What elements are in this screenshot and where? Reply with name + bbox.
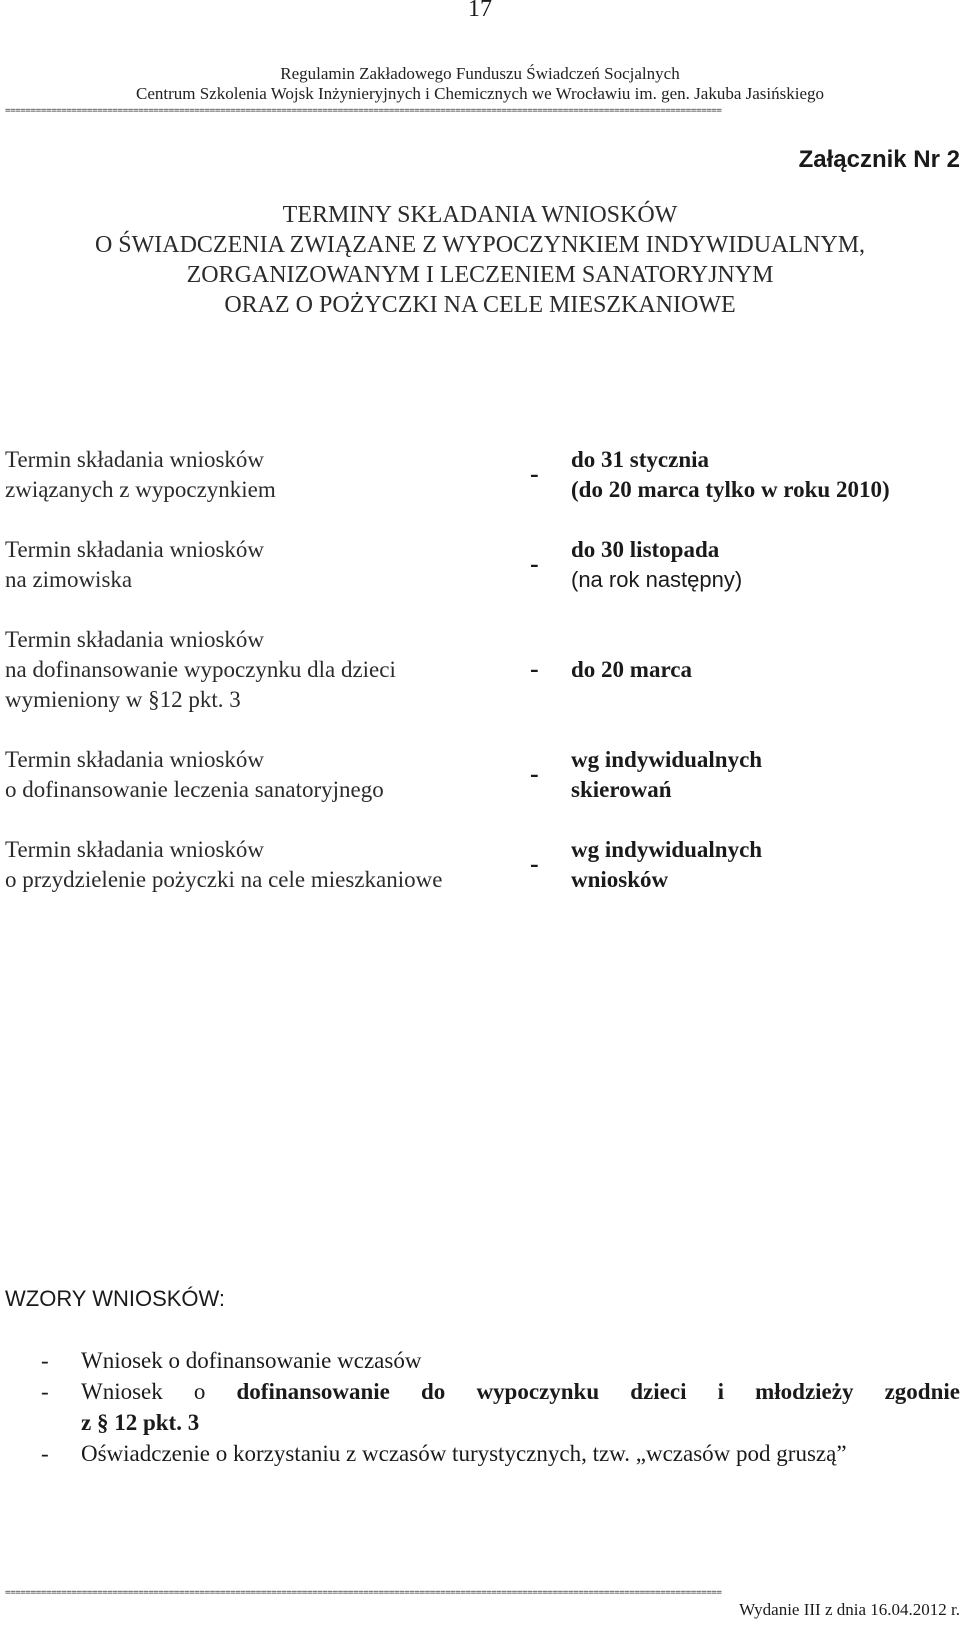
- term-dash: -: [530, 849, 539, 878]
- title-line-4: ORAZ O POŻYCZKI NA CELE MIESZKANIOWE: [224, 292, 736, 318]
- term-label: Termin składania wniosków o dofinansowanie leczenia sanatoryjnego: [5, 747, 384, 802]
- term-dash: -: [530, 549, 539, 578]
- term-value: do 31 stycznia (do 20 marca tylko w roku 2010): [571, 447, 890, 502]
- title-line-2: O ŚWIADCZENIA ZWIĄZANE Z WYPOCZYNKIEM INDYWIDUALNYM,: [94, 232, 866, 258]
- header-regulation-title: Regulamin Zakładowego Funduszu Świadczeń Socjalnych: [280, 64, 680, 83]
- attachment-label: Załącznik Nr 2: [798, 146, 960, 173]
- title-line-3: ZORGANIZOWANYM I LECZENIEM SANATORYJNYM: [186, 262, 774, 288]
- footer-rule: ============================================================================================================================================: [5, 1589, 722, 1598]
- templates-heading: WZORY WNIOSKÓW:: [5, 1286, 226, 1311]
- term-label: Termin składania wniosków związanych z wypoczynkiem: [5, 447, 276, 502]
- edition-date: Wydanie III z dnia 16.04.2012 r.: [739, 1600, 960, 1619]
- term-label: Termin składania wniosków na zimowiska: [5, 537, 265, 592]
- template-item: - Wniosek o dofinansowanie do wypoczynku dzieci i młodzieży zgodnie z § 12 pkt. 3: [41, 1379, 960, 1435]
- term-value: wg indywidualnych skierowań: [571, 747, 763, 802]
- header-institution-name: Centrum Szkolenia Wojsk Inżynieryjnych i Chemicznych we Wrocławiu im. gen. Jakuba Jasińskiego: [135, 84, 825, 103]
- term-label: Termin składania wniosków na dofinansowanie wypoczynku dla dzieci wymieniony w §12 pkt. 3: [5, 627, 396, 712]
- term-dash: -: [530, 654, 539, 683]
- page-number: 17: [468, 0, 492, 22]
- template-item: - Wniosek o dofinansowanie wczasów: [41, 1348, 422, 1373]
- template-item: - Oświadczenie o korzystaniu z wczasów turystycznych, tzw. „wczasów pod gruszą”: [41, 1441, 847, 1466]
- term-label: Termin składania wniosków o przydzielenie pożyczki na cele mieszkaniowe: [5, 837, 443, 892]
- term-value: do 30 listopada (na rok następny): [571, 537, 743, 592]
- term-value: do 20 marca: [571, 657, 692, 682]
- term-dash: -: [530, 459, 539, 488]
- term-value: wg indywidualnych wniosków: [571, 837, 763, 892]
- title-line-1: TERMINY SKŁADANIA WNIOSKÓW: [282, 202, 678, 228]
- header-rule: ============================================================================================================================================: [5, 107, 722, 116]
- term-dash: -: [530, 759, 539, 788]
